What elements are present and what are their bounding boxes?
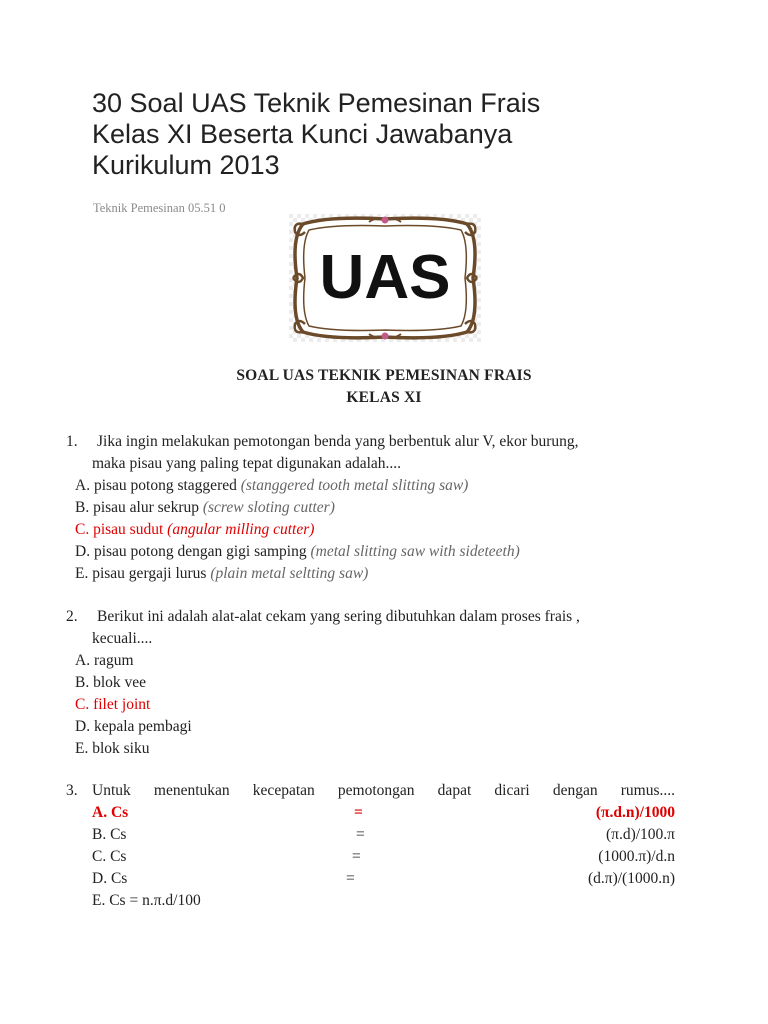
q1-option-d-label: D. pisau potong dengan gigi samping <box>75 543 307 560</box>
q1-option-e <box>75 565 368 583</box>
title-line-3: Kurikulum 2013 <box>92 150 280 180</box>
doc-subheading: KELAS XI <box>346 389 422 406</box>
q1-text-line1: Jika ingin melakukan pemotongan benda yang berbentuk alur V, ekor burung, <box>97 433 579 450</box>
q2-option-c-answer: C. filet joint <box>75 696 151 713</box>
q3-option-b-formula: (π.d)/100.π <box>605 826 675 843</box>
q2-option-e: E. blok siku <box>75 740 150 757</box>
q1-option-b <box>75 499 335 517</box>
title-line-1: 30 Soal UAS Teknik Pemesinan Frais <box>92 88 541 118</box>
q1-option-a <box>75 477 468 495</box>
q3-option-b-label: B. Cs <box>92 826 127 843</box>
q3-option-d-eq: = <box>346 870 355 887</box>
q3-option-e: E. Cs = n.π.d/100 <box>92 892 201 909</box>
q1-option-a-label: A. pisau potong staggered <box>75 477 237 494</box>
post-meta[interactable]: Teknik Pemesinan 05.51 0 <box>93 201 226 215</box>
page-title <box>92 88 712 181</box>
q1-option-e-label: E. pisau gergaji lurus <box>75 565 207 582</box>
uas-logo <box>289 214 481 342</box>
q3-option-c-eq: = <box>352 848 361 865</box>
q3-option-a-label: A. Cs <box>92 804 129 821</box>
q3-option-a-answer <box>92 804 675 824</box>
q2-text-line1: Berikut ini adalah alat-alat cekam yang sering dibutuhkan dalam proses frais , <box>97 608 580 625</box>
q2-option-d: D. kepala pembagi <box>75 718 192 735</box>
q3-number: 3. <box>66 782 78 799</box>
q1-option-b-label: B. pisau alur sekrup <box>75 499 199 516</box>
q2-text-line2: kecuali.... <box>92 630 153 647</box>
q1-number: 1. <box>66 433 78 450</box>
q3-option-d-label: D. Cs <box>92 870 128 887</box>
logo-text: UAS <box>319 243 451 312</box>
q3-option-b-eq: = <box>356 826 365 843</box>
q3-option-c <box>92 848 675 868</box>
q3-option-d-formula: (d.π)/(1000.n) <box>587 870 675 887</box>
q3-option-a-formula: (π.d.n)/1000 <box>595 804 675 821</box>
q1-option-c-answer <box>75 521 314 539</box>
title-line-2: Kelas XI Beserta Kunci Jawabanya <box>92 119 513 149</box>
q3-option-c-formula: (1000.π)/d.n <box>598 848 675 865</box>
q1-option-c-note: (angular milling cutter) <box>167 521 315 538</box>
q1-option-a-note: (stanggered tooth metal slitting saw) <box>240 477 469 494</box>
q3-option-b <box>92 826 675 846</box>
q3-option-c-label: C. Cs <box>92 848 127 865</box>
q2-number: 2. <box>66 608 78 625</box>
q1-option-e-note: (plain metal seltting saw) <box>210 565 369 582</box>
q2-option-a: A. ragum <box>75 652 134 669</box>
q1-option-d-note: (metal slitting saw with sideteeth) <box>310 543 520 560</box>
doc-heading: SOAL UAS TEKNIK PEMESINAN FRAIS <box>236 367 532 384</box>
q3-text: Untuk menentukan kecepatan pemotongan dapat dicari dengan rumus.... <box>92 782 675 799</box>
q3-option-d <box>92 870 675 890</box>
q1-option-c-label: C. pisau sudut <box>75 521 164 538</box>
q3-option-a-eq: = <box>354 804 363 821</box>
q1-option-b-note: (screw sloting cutter) <box>202 499 335 516</box>
q1-text-line2: maka pisau yang paling tepat digunakan adalah.... <box>92 455 402 472</box>
q1-option-d <box>75 543 520 561</box>
q2-option-b: B. blok vee <box>75 674 147 691</box>
